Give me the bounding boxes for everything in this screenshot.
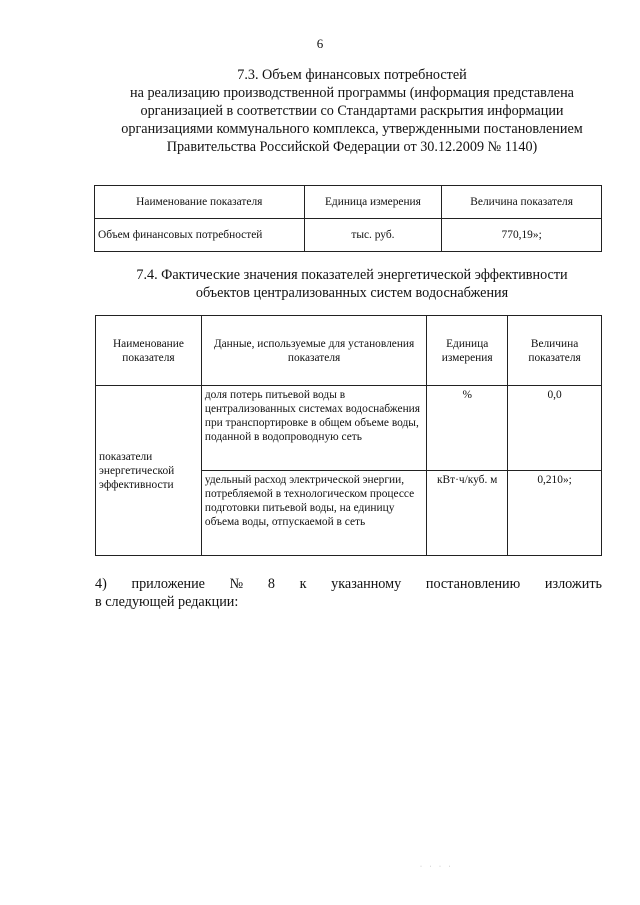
- table-cell: кВт·ч/куб. м: [427, 471, 508, 556]
- word: указанному: [331, 576, 402, 592]
- word: 4): [95, 576, 107, 592]
- heading-line: Правительства Российской Федерации от 30.12.2009 № 1140): [166, 139, 538, 155]
- financial-needs-table: [94, 185, 602, 252]
- table-cell: удельный расход электрической энергии, потребляемой в технологическом процессе подготовки питьевой воды, на единицу объема воды, отпускаемой в сеть: [201, 471, 426, 556]
- heading-line: организацией в соответствии со Стандартами раскрытия информации: [140, 103, 564, 119]
- energy-efficiency-table: [95, 315, 602, 556]
- word: 8: [267, 576, 275, 592]
- table-cell: 0,0: [508, 386, 602, 471]
- header-cell: Величина показателя: [442, 186, 602, 219]
- header-cell: Наименование показателя: [96, 316, 202, 386]
- header-cell: Величина показателя: [508, 316, 602, 386]
- header-cell: Наименование показателя: [95, 186, 305, 219]
- table-cell: тыс. руб.: [304, 219, 442, 252]
- indicator-group-cell: показатели энергетической эффективности: [96, 386, 202, 556]
- scan-artifact: · · · ·: [420, 864, 454, 870]
- heading-line: 7.3. Объем финансовых потребностей: [237, 67, 467, 83]
- heading-line: 7.4. Фактические значения показателей энергетической эффективности: [136, 267, 568, 283]
- heading-line: организациями коммунального комплекса, утвержденными постановлением: [121, 121, 583, 137]
- heading-line: на реализацию производственной программы (информация представлена: [130, 85, 574, 101]
- section-7-3-heading: [92, 66, 612, 156]
- table-header-row: [95, 186, 602, 219]
- paragraph-line-2: в следующей редакции:: [95, 594, 239, 610]
- word: к: [299, 576, 307, 592]
- page-number: 6: [316, 36, 324, 51]
- header-cell: Данные, используемые для установления показателя: [201, 316, 426, 386]
- section-7-4-heading: [92, 266, 612, 302]
- table-cell: 770,19»;: [442, 219, 602, 252]
- word: изложить: [544, 576, 602, 592]
- header-cell: Единица измерения: [427, 316, 508, 386]
- word: постановлению: [425, 576, 521, 592]
- word: №: [229, 576, 244, 592]
- table-cell: доля потерь питьевой воды в централизованных системах водоснабжения при транспортировке в общем объеме воды, поданной в водопроводную сеть: [201, 386, 426, 471]
- table-row: [95, 219, 602, 252]
- table-cell: 0,210»;: [508, 471, 602, 556]
- header-cell: Единица измерения: [304, 186, 442, 219]
- table-cell: Объем финансовых потребностей: [95, 219, 305, 252]
- table-cell: %: [427, 386, 508, 471]
- heading-line: объектов централизованных систем водоснабжения: [195, 285, 509, 301]
- word: приложение: [131, 576, 205, 592]
- paragraph-line-1: [95, 575, 602, 593]
- table-header-row: [96, 316, 602, 386]
- table-row: [96, 386, 602, 471]
